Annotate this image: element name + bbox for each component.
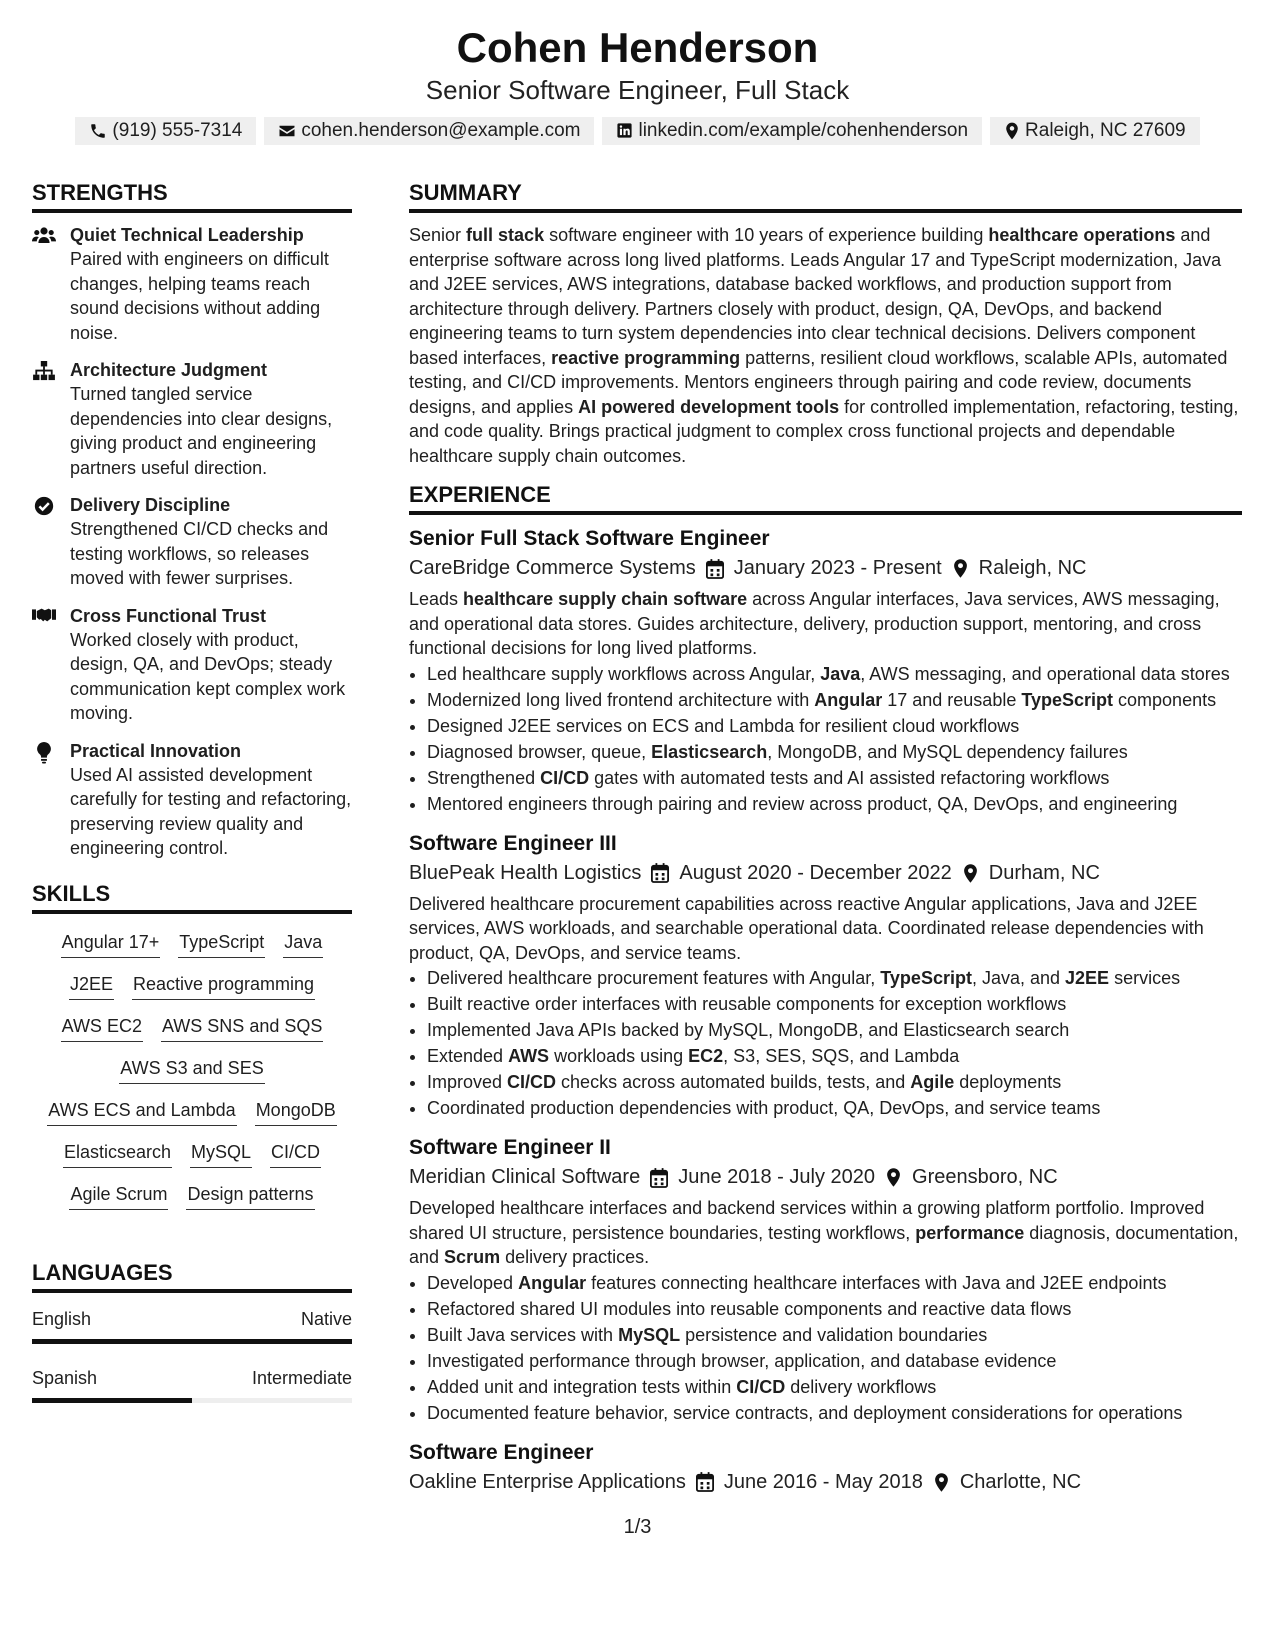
skill-tag: TypeScript	[178, 930, 265, 958]
strength-desc: Strengthened CI/CD checks and testing workflows, so releases moved with fewer surprises.	[70, 519, 329, 588]
map-pin-icon	[1004, 120, 1020, 142]
skill-tag: Agile Scrum	[69, 1182, 168, 1210]
text-segment: delivery practices.	[500, 1247, 650, 1267]
text-segment: Refactored shared UI modules into reusable components and reactive data flows	[427, 1298, 1072, 1319]
bold-text: Agile	[910, 1072, 955, 1092]
bold-text: MySQL	[618, 1324, 681, 1345]
text-segment: and enterprise software across long lived platforms. Leads Angular 17 and TypeScript modernization, Java and J2EE services, AWS integrations, database backed workflows, and production support from architecture through delivery. Partners closely with product, design, QA, DevOps, and backend engineering teams to turn system dependencies into clear technical decisions. Delivers component based interfaces,	[409, 225, 1222, 368]
calendar-icon	[696, 1467, 714, 1497]
strength-item	[32, 739, 352, 861]
strength-item	[32, 493, 352, 591]
skill-tag: Elasticsearch	[63, 1140, 172, 1168]
job-title: Senior Full Stack Software Engineer	[409, 527, 770, 550]
text-segment: Mentored engineers through pairing and review across product, QA, DevOps, and engineering	[427, 793, 1178, 814]
strength-title: Architecture Judgment	[70, 360, 268, 380]
text-segment: Investigated performance through browser, application, and database evidence	[427, 1350, 1057, 1371]
contact-location-text: Raleigh, NC 27609	[1025, 120, 1186, 141]
text-segment: gates with automated tests and AI assisted refactoring workflows	[589, 767, 1110, 788]
job-bullet	[427, 1272, 1242, 1295]
text-segment: software engineer with 10 years of experience building	[544, 225, 989, 245]
text-segment: Developed	[427, 1272, 519, 1293]
candidate-role: Senior Software Engineer, Full Stack	[425, 75, 850, 105]
text-segment: Diagnosed browser, queue,	[427, 741, 652, 762]
job-bullet	[427, 1071, 1242, 1094]
text-segment: , S3, SES, SQS, and Lambda	[723, 1046, 960, 1066]
job-bullet	[427, 1019, 1242, 1042]
summary-text	[409, 223, 1242, 468]
calendar-icon	[650, 1162, 668, 1192]
strength-item	[32, 358, 352, 480]
job-location-group	[885, 1162, 1058, 1192]
skill-tag: AWS S3 and SES	[119, 1056, 264, 1084]
job-dates: June 2018 - July 2020	[678, 1166, 876, 1188]
job-location: Durham, NC	[988, 861, 1100, 884]
skill-tag: J2EE	[69, 972, 114, 1000]
contact-phone[interactable]	[75, 117, 256, 145]
text-segment: services	[1109, 968, 1181, 988]
lightbulb-icon	[32, 739, 56, 861]
text-segment: across Angular interfaces, Java services, AWS messaging, and operational data stores. Guides architecture, delivery, production support, mentoring, and cross functional decisions for long lived platforms.	[409, 589, 1220, 658]
skill-tag: AWS ECS and Lambda	[47, 1098, 236, 1126]
job-description	[409, 892, 1242, 966]
strength-title: Delivery Discipline	[70, 495, 231, 515]
language-level: Native	[300, 1308, 352, 1329]
job-title: Software Engineer III	[409, 831, 617, 855]
text-segment: components	[1113, 689, 1217, 710]
job-entry	[409, 1134, 1242, 1425]
bold-text: J2EE	[1065, 968, 1110, 988]
text-segment: Leads	[409, 589, 464, 609]
strength-desc: Paired with engineers on difficult changes, helping teams reach sound decisions without adding noise.	[70, 249, 329, 343]
job-title: Software Engineer	[409, 1440, 594, 1464]
skills-heading: SKILLS	[32, 881, 352, 914]
language-name: English	[32, 1308, 92, 1329]
text-segment: for controlled implementation, refactoring, testing, and code quality. Brings practical judgment to complex cross functional projects and dependable healthcare supply chain outcomes.	[409, 396, 1239, 466]
language-proficiency-fill	[32, 1398, 192, 1403]
map-pin-icon	[933, 1467, 950, 1497]
job-dates-group	[651, 858, 951, 888]
job-bullet	[427, 1045, 1242, 1068]
job-location-group	[952, 553, 1087, 583]
linkedin-icon	[616, 120, 633, 142]
job-bullet	[427, 793, 1242, 816]
job-location: Greensboro, NC	[912, 1166, 1058, 1188]
text-segment: checks across automated builds, tests, and	[556, 1072, 911, 1092]
bold-text: healthcare supply chain software	[463, 589, 748, 609]
text-segment: Designed J2EE services on ECS and Lambda for resilient cloud workflows	[427, 715, 1020, 736]
contact-phone-text: (919) 555-7314	[112, 120, 243, 141]
strengths-heading: STRENGTHS	[32, 180, 352, 213]
handshake-icon	[32, 604, 56, 726]
bold-text: full stack	[466, 225, 545, 245]
text-segment: Extended	[427, 1046, 509, 1066]
text-segment: , MongoDB, and MySQL dependency failures	[767, 741, 1128, 762]
bold-text: EC2	[688, 1046, 724, 1066]
language-item	[32, 1307, 352, 1344]
map-pin-icon	[962, 858, 979, 888]
text-segment: Strengthened	[427, 767, 541, 788]
text-segment: Built reactive order interfaces with reusable components for exception workflows	[427, 994, 1067, 1014]
skill-tag: Java	[283, 930, 323, 958]
bold-text: CI/CD	[540, 767, 590, 788]
job-description	[409, 1196, 1242, 1270]
job-meta	[409, 1162, 1242, 1192]
text-segment: Led healthcare supply workflows across Angular,	[427, 663, 821, 684]
job-meta	[409, 553, 1242, 583]
check-circle-icon	[32, 493, 56, 591]
skill-tag: MySQL	[190, 1140, 252, 1168]
page-number: 1/3	[623, 1516, 652, 1538]
job-entry	[409, 525, 1242, 816]
bold-text: Elasticsearch	[651, 741, 768, 762]
job-dates: June 2016 - May 2018	[723, 1470, 923, 1493]
job-location: Charlotte, NC	[959, 1470, 1082, 1493]
left-column	[32, 180, 352, 1425]
text-segment: patterns, resilient cloud workflows, scalable APIs, automated testing, and CI/CD improvements. Mentors engineers through pairing and code review, documents designs, and applies	[409, 347, 1228, 417]
strength-desc: Used AI assisted development carefully for testing and refactoring, preserving review quality and engineering control.	[70, 764, 352, 858]
skill-tag: CI/CD	[270, 1140, 321, 1168]
job-bullets	[409, 663, 1242, 816]
map-pin-icon	[885, 1162, 902, 1192]
job-bullets	[409, 967, 1242, 1120]
text-segment: Developed healthcare interfaces and backend services within a growing platform portfolio. Improved shared UI structure, persistence boundaries, testing workflows,	[409, 1198, 1205, 1243]
language-proficiency-bar	[32, 1398, 352, 1403]
skill-tag: MongoDB	[255, 1098, 337, 1126]
skill-tag: Angular 17+	[61, 930, 161, 958]
contact-bar	[0, 117, 1275, 145]
text-segment: Added unit and integration tests within	[427, 1376, 737, 1397]
job-bullet	[427, 689, 1242, 712]
bold-text: TypeScript	[880, 968, 972, 988]
text-segment: features connecting healthcare interfaces with Java and J2EE endpoints	[586, 1272, 1167, 1293]
experience-list	[409, 525, 1242, 1497]
job-title: Software Engineer II	[409, 1136, 611, 1159]
sitemap-icon	[32, 358, 56, 480]
job-dates: August 2020 - December 2022	[679, 861, 952, 884]
skill-tag: AWS EC2	[61, 1014, 143, 1042]
job-bullet	[427, 715, 1242, 738]
experience-heading: EXPERIENCE	[409, 482, 1242, 515]
job-dates-group	[696, 1467, 923, 1497]
job-company: Oakline Enterprise Applications	[409, 1470, 686, 1493]
job-bullet	[427, 1298, 1242, 1321]
bold-text: Angular	[518, 1272, 587, 1293]
strength-item	[32, 604, 352, 726]
skills-list	[32, 924, 352, 1210]
users-icon	[32, 223, 56, 345]
text-segment: Implemented Java APIs backed by MySQL, MongoDB, and Elasticsearch search	[427, 1020, 1070, 1040]
job-company: BluePeak Health Logistics	[409, 861, 642, 884]
bold-text: AWS	[508, 1046, 550, 1066]
strength-title: Quiet Technical Leadership	[70, 225, 304, 245]
contact-location	[990, 117, 1200, 145]
job-bullet	[427, 741, 1242, 764]
skill-tag: AWS SNS and SQS	[161, 1014, 323, 1042]
job-meta	[409, 858, 1242, 888]
job-company: CareBridge Commerce Systems	[409, 557, 696, 579]
contact-linkedin-text: linkedin.com/example/cohenhenderson	[638, 120, 969, 141]
text-segment: Built Java services with	[427, 1324, 619, 1345]
job-bullet	[427, 663, 1242, 686]
text-segment: diagnosis, documentation, and	[409, 1222, 1239, 1267]
job-description	[409, 587, 1242, 661]
map-pin-icon	[952, 553, 969, 583]
strength-desc: Worked closely with product, design, QA, and DevOps; steady communication kept complex work moving.	[70, 629, 346, 723]
bold-text: TypeScript	[1021, 689, 1114, 710]
job-location-group	[933, 1467, 1081, 1497]
text-segment: Coordinated production dependencies with product, QA, DevOps, and service teams	[427, 1098, 1101, 1118]
strength-title: Practical Innovation	[70, 740, 242, 761]
text-segment: Documented feature behavior, service contracts, and deployment considerations for operations	[427, 1402, 1183, 1423]
languages-list	[32, 1307, 352, 1403]
job-dates: January 2023 - Present	[733, 557, 942, 579]
job-dates-group	[706, 553, 942, 583]
text-segment: , Java, and	[971, 968, 1066, 988]
contact-email[interactable]	[264, 117, 594, 145]
resume-header	[0, 22, 1275, 145]
bold-text: CI/CD	[736, 1376, 786, 1397]
bold-text: AI powered development tools	[578, 396, 840, 417]
job-bullets	[409, 1272, 1242, 1425]
summary-heading: SUMMARY	[409, 180, 1242, 213]
text-segment: Delivered healthcare procurement capabilities across reactive Angular applications, Java and J2EE services, AWS workloads, and searchable operational data. Coordinated release dependencies with product, QA, DevOps, and service teams.	[409, 893, 1204, 963]
bold-text: CI/CD	[507, 1072, 557, 1092]
text-segment: deployments	[954, 1072, 1062, 1092]
envelope-icon	[278, 120, 296, 142]
language-item	[32, 1366, 352, 1403]
job-meta	[409, 1467, 1242, 1497]
text-segment: Modernized long lived frontend architecture with	[427, 689, 815, 710]
job-entry	[409, 1439, 1242, 1497]
job-bullet	[427, 1402, 1242, 1425]
text-segment: , AWS messaging, and operational data stores	[860, 663, 1230, 684]
skill-tag: Design patterns	[186, 1182, 314, 1210]
bold-text: Scrum	[444, 1247, 501, 1267]
strength-title: Cross Functional Trust	[70, 605, 267, 626]
text-segment: persistence and validation boundaries	[680, 1324, 988, 1345]
text-segment: delivery workflows	[785, 1376, 937, 1397]
text-segment: 17 and reusable	[882, 689, 1022, 710]
job-company: Meridian Clinical Software	[409, 1166, 641, 1188]
bold-text: Java	[820, 663, 861, 684]
job-bullet	[427, 767, 1242, 790]
bold-text: performance	[915, 1222, 1025, 1243]
bold-text: reactive programming	[551, 347, 741, 368]
job-bullet	[427, 967, 1242, 990]
job-bullet	[427, 1376, 1242, 1399]
language-level: Intermediate	[251, 1367, 352, 1388]
languages-heading: LANGUAGES	[32, 1260, 352, 1293]
job-bullet	[427, 993, 1242, 1016]
candidate-name: Cohen Henderson	[456, 24, 819, 71]
skill-tag: Reactive programming	[132, 972, 315, 1000]
text-segment: Senior	[409, 225, 467, 245]
text-segment: Improved	[427, 1072, 508, 1092]
job-location-group	[962, 858, 1100, 888]
calendar-icon	[706, 553, 724, 583]
right-column	[409, 180, 1242, 1511]
text-segment: Delivered healthcare procurement features with Angular,	[427, 968, 881, 988]
calendar-icon	[651, 858, 669, 888]
strength-desc: Turned tangled service dependencies into clear designs, giving product and engineering partners useful direction.	[70, 384, 333, 478]
phone-icon	[89, 120, 107, 142]
bold-text: healthcare operations	[988, 225, 1176, 245]
strength-item	[32, 223, 352, 345]
job-bullet	[427, 1350, 1242, 1373]
job-dates-group	[650, 1162, 875, 1192]
bold-text: Angular	[814, 689, 883, 710]
language-proficiency-bar	[32, 1339, 352, 1344]
job-location: Raleigh, NC	[978, 557, 1087, 579]
contact-email-text: cohen.henderson@example.com	[301, 120, 581, 141]
job-entry	[409, 830, 1242, 1121]
text-segment: workloads using	[549, 1046, 689, 1066]
contact-linkedin[interactable]	[602, 117, 982, 145]
job-bullet	[427, 1324, 1242, 1347]
language-name: Spanish	[32, 1367, 98, 1388]
language-proficiency-fill	[32, 1339, 352, 1344]
job-bullet	[427, 1097, 1242, 1120]
